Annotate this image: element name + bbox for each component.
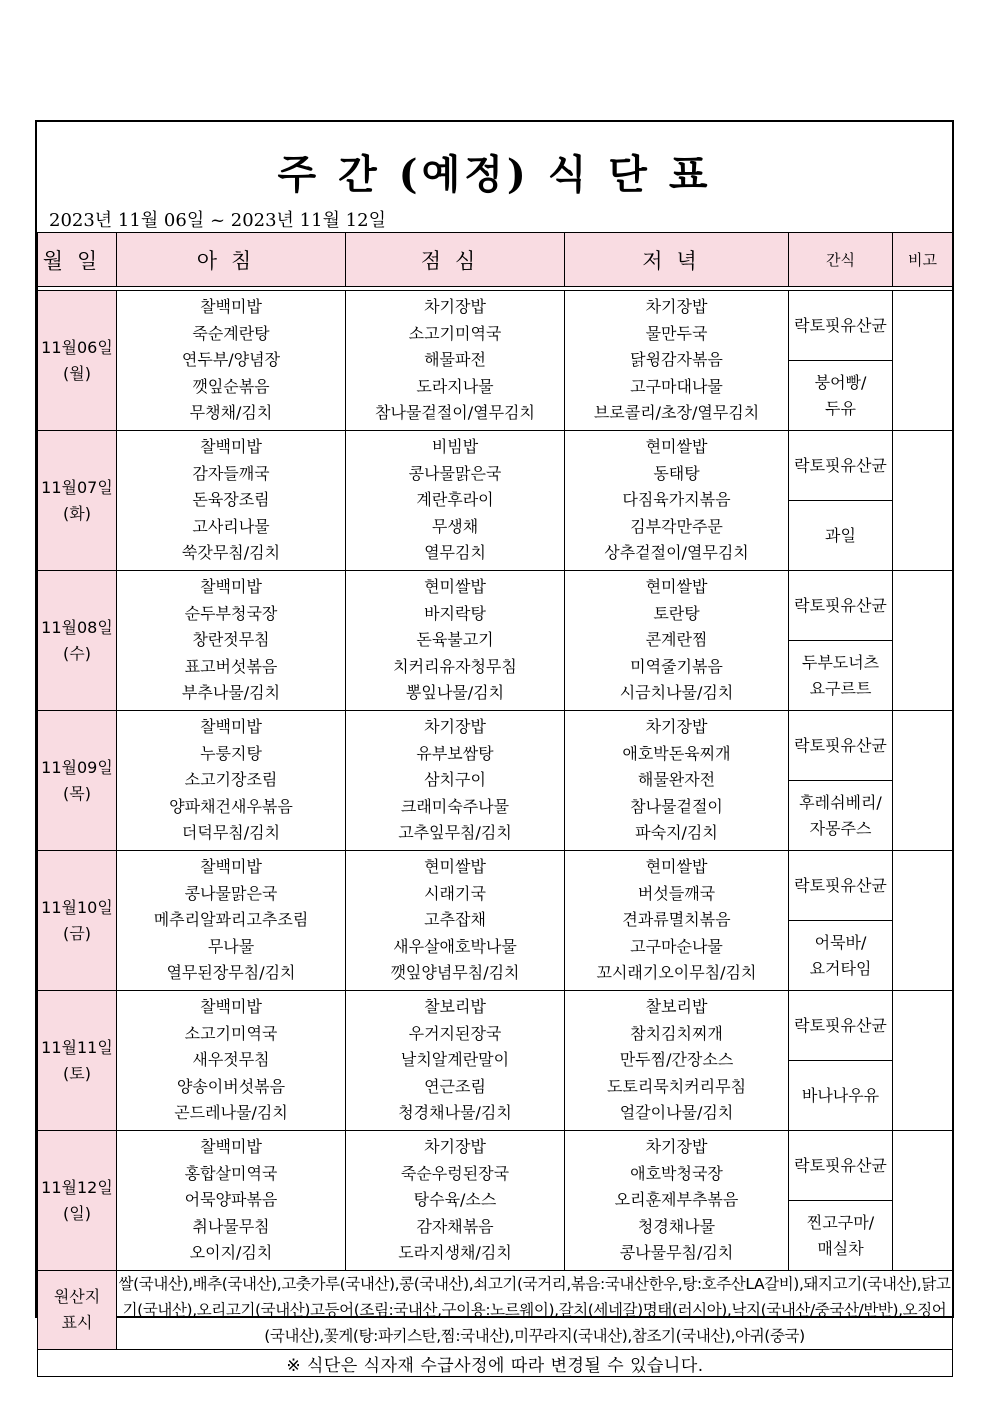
day-date: 11월10일 [41, 897, 113, 917]
day-weekday: (수) [63, 643, 91, 663]
day-weekday: (금) [63, 923, 91, 943]
snack-probiotic [789, 991, 893, 1061]
lunch-item: 죽순우렁된장국 [400, 1163, 510, 1183]
remarks-cell [893, 1131, 953, 1271]
lunch-cell [346, 571, 565, 711]
header-day: 월일 [38, 233, 117, 287]
dinner-item: 애호박돈육찌개 [622, 743, 731, 763]
snack-probiotic [789, 1131, 893, 1201]
breakfast-item: 오이지/김치 [189, 1243, 273, 1263]
day-weekday: (월) [63, 363, 91, 383]
dinner-item: 닭윙감자볶음 [630, 350, 723, 370]
dinner-item: 김부각만주문 [630, 516, 723, 536]
breakfast-item: 찰백미밥 [200, 1137, 262, 1157]
day-date: 11월06일 [41, 337, 113, 357]
dinner-item: 애호박청국장 [630, 1163, 723, 1183]
breakfast-cell [117, 991, 346, 1131]
dinner-item: 얼갈이나물/김치 [619, 1103, 734, 1123]
header-breakfast: 아침 [117, 233, 346, 287]
breakfast-item: 콩나물맑은국 [184, 883, 278, 903]
day-row [38, 291, 953, 361]
date-range: 2023년 11월 06일 ~ 2023년 11월 12일 [49, 210, 386, 231]
breakfast-item: 깻잎순볶음 [192, 376, 270, 396]
breakfast-item: 창란젓무침 [192, 630, 270, 650]
dinner-item: 브로콜리/초장/열무김치 [593, 403, 760, 423]
lunch-item: 바지락탕 [424, 603, 486, 623]
day-cell [38, 431, 117, 571]
day-cell [38, 1131, 117, 1271]
lunch-cell [346, 991, 565, 1131]
breakfast-item: 돈육장조림 [192, 490, 270, 510]
dinner-item: 견과류멸치볶음 [622, 910, 731, 930]
breakfast-item: 찰백미밥 [200, 717, 262, 737]
lunch-item: 열무김치 [424, 543, 486, 563]
lunch-item: 돈육불고기 [416, 630, 494, 650]
breakfast-item: 찰백미밥 [200, 297, 262, 317]
lunch-item: 크래미숙주나물 [400, 796, 510, 816]
snack-item: 후레쉬베리/ [799, 792, 882, 812]
breakfast-cell [117, 571, 346, 711]
dinner-cell [565, 1131, 789, 1271]
day-cell [38, 571, 117, 711]
lunch-item: 새우살애호박나물 [393, 936, 517, 956]
day-date: 11월12일 [41, 1177, 113, 1197]
lunch-item: 콩나물맑은국 [408, 463, 502, 483]
breakfast-item: 양송이버섯볶음 [176, 1076, 286, 1096]
lunch-cell [346, 851, 565, 991]
remarks-cell [893, 711, 953, 851]
dinner-item: 토란탕 [653, 603, 700, 623]
lunch-item: 비빔밥 [431, 437, 479, 457]
breakfast-item: 찰백미밥 [200, 857, 262, 877]
breakfast-item: 메추리알꽈리고추조림 [153, 910, 309, 930]
day-weekday: (화) [63, 503, 91, 523]
snack-probiotic [789, 711, 893, 781]
day-row [38, 571, 953, 641]
breakfast-item: 취나물무침 [192, 1216, 270, 1236]
dinner-item: 꼬시래기오이무침/김치 [596, 963, 757, 983]
lunch-item: 감자채볶음 [416, 1216, 494, 1236]
snack-item: 락토핏유산균 [794, 455, 887, 475]
weekly-menu-table [37, 232, 953, 1377]
note-row [38, 1350, 953, 1377]
snack-item: 붕어빵/ [814, 372, 867, 392]
origin-label-line-2: 표시 [61, 1313, 93, 1332]
dinner-item: 버섯들깨국 [637, 883, 716, 903]
remarks-cell [893, 431, 953, 571]
dinner-item: 차기장밥 [645, 717, 708, 737]
day-weekday: (목) [63, 783, 91, 803]
day-date: 11월08일 [41, 617, 113, 637]
dinner-item: 오리훈제부추볶음 [614, 1190, 739, 1210]
lunch-item: 삼치구이 [424, 770, 486, 790]
snack-item: 락토핏유산균 [794, 1015, 887, 1035]
dinner-cell [565, 291, 789, 431]
snack-cell [789, 1201, 893, 1271]
lunch-cell [346, 1131, 565, 1271]
dinner-item: 찰보리밥 [645, 997, 708, 1017]
lunch-item: 연근조림 [424, 1076, 486, 1096]
lunch-item: 치커리유자청무침 [393, 656, 517, 676]
snack-item: 찐고구마/ [806, 1212, 875, 1232]
breakfast-item: 더덕무침/김치 [181, 823, 281, 843]
breakfast-item: 죽순계란탕 [192, 323, 270, 343]
origin-label [38, 1271, 117, 1350]
day-row [38, 1131, 953, 1201]
breakfast-item: 양파채건새우볶음 [169, 796, 293, 816]
breakfast-cell [117, 711, 346, 851]
breakfast-item: 소고기장조림 [184, 770, 278, 790]
breakfast-item: 소고기미역국 [184, 1023, 278, 1043]
dinner-item: 상추겉절이/열무김치 [604, 543, 749, 563]
snack-item: 매실차 [817, 1238, 864, 1258]
header-dinner: 저녁 [565, 233, 789, 287]
lunch-item: 깻잎양념무침/김치 [390, 963, 520, 983]
snack-cell [789, 921, 893, 991]
breakfast-cell [117, 291, 346, 431]
lunch-item: 계란후라이 [416, 490, 494, 510]
lunch-item: 시래기국 [424, 883, 486, 903]
day-cell [38, 851, 117, 991]
dinner-item: 콩나물무침/김치 [619, 1243, 734, 1263]
breakfast-item: 무나물 [207, 936, 255, 956]
lunch-item: 차기장밥 [424, 1137, 486, 1157]
dinner-item: 도토리묵치커리무침 [606, 1076, 747, 1096]
dinner-item: 시금치나물/김치 [619, 683, 734, 703]
day-weekday: (토) [63, 1063, 91, 1083]
snack-cell [789, 641, 893, 711]
snack-item: 과일 [825, 525, 856, 545]
lunch-cell [346, 431, 565, 571]
snack-probiotic [789, 851, 893, 921]
remarks-cell [893, 991, 953, 1131]
breakfast-item: 누룽지탕 [200, 743, 262, 763]
snack-item: 락토핏유산균 [794, 1155, 887, 1175]
snack-item: 락토핏유산균 [794, 875, 887, 895]
day-date: 11월09일 [41, 757, 113, 777]
dinner-item: 현미쌀밥 [645, 437, 708, 457]
breakfast-item: 표고버섯볶음 [184, 656, 278, 676]
snack-cell [789, 501, 893, 571]
breakfast-cell [117, 1131, 346, 1271]
remarks-cell [893, 851, 953, 991]
dinner-item: 참치김치찌개 [630, 1023, 723, 1043]
breakfast-cell [117, 431, 346, 571]
snack-item: 자몽주스 [809, 818, 872, 838]
lunch-item: 무생채 [431, 516, 479, 536]
dinner-item: 청경채나물 [637, 1216, 716, 1236]
lunch-cell [346, 711, 565, 851]
origin-row [38, 1271, 953, 1350]
header-remarks: 비고 [893, 233, 953, 287]
dinner-cell [565, 851, 789, 991]
breakfast-item: 무챙채/김치 [189, 403, 273, 423]
origin-text: 쌀(국내산),배추(국내산),고춧가루(국내산),콩(국내산),쇠고기(국거리,볶음:국내산한우,탕:호주산LA갈비),돼지고기(국내산),닭고기(국내산),오리고기(국내산)고등어(조림:국내산,구이용:노르웨이),갈치(세네갈)명태(러시아),낙지(국내산/중국산/반반),오징어(국내산),꽃게(탕:파키스탄,찜:국내산),미꾸라지(국내산),참조기(국내산),아귀(중국) [117, 1271, 953, 1350]
snack-cell [789, 781, 893, 851]
day-date: 11월07일 [41, 477, 113, 497]
day-cell [38, 291, 117, 431]
dinner-item: 미역줄기볶음 [630, 656, 723, 676]
snack-item: 락토핏유산균 [794, 315, 887, 335]
dinner-item: 해물완자전 [637, 770, 716, 790]
lunch-item: 현미쌀밥 [424, 577, 486, 597]
dinner-item: 현미쌀밥 [645, 857, 708, 877]
dinner-item: 고구마대나물 [630, 376, 723, 396]
breakfast-item: 열무된장무침/김치 [166, 963, 296, 983]
breakfast-item: 쑥갓무침/김치 [181, 543, 281, 563]
snack-item: 요구르트 [809, 678, 872, 698]
breakfast-item: 찰백미밥 [200, 997, 262, 1017]
dinner-cell [565, 431, 789, 571]
change-notice: ※ 식단은 식자재 수급사정에 따라 변경될 수 있습니다. [38, 1350, 953, 1377]
lunch-item: 소고기미역국 [408, 323, 502, 343]
lunch-cell [346, 291, 565, 431]
origin-label-line-1: 원산지 [53, 1287, 101, 1306]
days-body [38, 291, 953, 1271]
breakfast-item: 어묵양파볶음 [184, 1190, 278, 1210]
day-weekday: (일) [63, 1203, 91, 1223]
dinner-item: 파숙지/김치 [635, 823, 718, 843]
breakfast-item: 고사리나물 [192, 516, 270, 536]
snack-item: 락토핏유산균 [794, 595, 887, 615]
day-cell [38, 991, 117, 1131]
lunch-item: 유부보쌈탕 [416, 743, 494, 763]
menu-sheet [35, 120, 954, 1376]
breakfast-item: 새우젓무침 [192, 1050, 270, 1070]
lunch-item: 우거지된장국 [408, 1023, 502, 1043]
breakfast-cell [117, 851, 346, 991]
dinner-item: 만두찜/간장소스 [619, 1050, 734, 1070]
dinner-item: 고구마순나물 [630, 936, 723, 956]
lunch-item: 고추잡채 [424, 910, 486, 930]
lunch-item: 도라지나물 [416, 376, 494, 396]
dinner-item: 참나물겉절이 [630, 796, 723, 816]
day-cell [38, 711, 117, 851]
lunch-item: 찰보리밥 [424, 997, 486, 1017]
snack-item: 두유 [825, 398, 856, 418]
remarks-cell [893, 291, 953, 431]
lunch-item: 현미쌀밥 [424, 857, 486, 877]
lunch-item: 참나물겉절이/열무김치 [375, 403, 535, 423]
breakfast-item: 감자들깨국 [192, 463, 270, 483]
dinner-item: 물만두국 [645, 323, 708, 343]
lunch-item: 도라지생채/김치 [398, 1243, 512, 1263]
dinner-item: 콘계란찜 [645, 630, 708, 650]
snack-item: 락토핏유산균 [794, 735, 887, 755]
snack-item: 바나나우유 [801, 1085, 880, 1105]
snack-probiotic [789, 431, 893, 501]
dinner-item: 다짐육가지볶음 [622, 490, 731, 510]
header-snack: 간식 [789, 233, 893, 287]
snack-item: 두부도너츠 [801, 652, 880, 672]
lunch-item: 청경채나물/김치 [398, 1103, 512, 1123]
breakfast-item: 찰백미밥 [200, 577, 262, 597]
dinner-item: 차기장밥 [645, 1137, 708, 1157]
day-row [38, 711, 953, 781]
snack-cell [789, 361, 893, 431]
day-row [38, 851, 953, 921]
page-title: 주 간 (예정) 식 단 표 [277, 151, 712, 198]
header-lunch: 점심 [346, 233, 565, 287]
dinner-item: 동태탕 [653, 463, 700, 483]
day-row [38, 431, 953, 501]
breakfast-item: 부추나물/김치 [181, 683, 281, 703]
dinner-item: 차기장밥 [645, 297, 708, 317]
breakfast-item: 찰백미밥 [200, 437, 262, 457]
lunch-item: 날치알계란말이 [400, 1050, 510, 1070]
lunch-item: 차기장밥 [424, 297, 486, 317]
snack-probiotic [789, 291, 893, 361]
dinner-cell [565, 991, 789, 1131]
dinner-cell [565, 711, 789, 851]
day-date: 11월11일 [41, 1037, 113, 1057]
lunch-item: 뽕잎나물/김치 [405, 683, 505, 703]
table-header-row [38, 233, 953, 287]
breakfast-item: 순두부청국장 [184, 603, 278, 623]
lunch-item: 고추잎무침/김치 [398, 823, 512, 843]
snack-probiotic [789, 571, 893, 641]
dinner-cell [565, 571, 789, 711]
lunch-item: 해물파전 [424, 350, 486, 370]
breakfast-item: 곤드레나물/김치 [174, 1103, 288, 1123]
day-row [38, 991, 953, 1061]
snack-item: 어묵바/ [814, 932, 867, 952]
lunch-item: 차기장밥 [424, 717, 486, 737]
breakfast-item: 홍합살미역국 [184, 1163, 278, 1183]
dinner-item: 현미쌀밥 [645, 577, 708, 597]
snack-item: 요거타임 [809, 958, 872, 978]
breakfast-item: 연두부/양념장 [181, 350, 281, 370]
lunch-item: 탕수육/소스 [413, 1190, 497, 1210]
remarks-cell [893, 571, 953, 711]
snack-cell [789, 1061, 893, 1131]
